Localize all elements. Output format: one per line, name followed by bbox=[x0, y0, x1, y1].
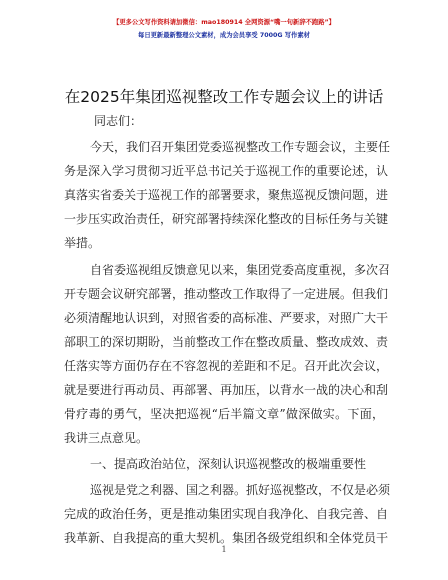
salutation: 同志们： bbox=[94, 114, 143, 128]
body-line: 今天，我们召开集团党委巡视整改工作专题会议，主要任 bbox=[90, 140, 391, 154]
section-heading: 一、提高政治站位，深刻认识巡视整改的极端重要性 bbox=[90, 457, 367, 471]
body-line: 骨疗毒的勇气，坚决把巡视“后半篇文章”做深做实。下面， bbox=[64, 407, 384, 421]
body-line: 巡视是党之利器、国之利器。抓好巡视整改，不仅是必须 bbox=[90, 483, 391, 497]
body-line: 开专题会议研究部署，推动整改工作取得了一定进展。但我们 bbox=[64, 287, 389, 301]
body-line: 就是要进行再动员、再部署、再加压，以背水一战的决心和刮 bbox=[64, 383, 389, 397]
promo-banner-line-2: 每日更新最新整理公文素材，成为会员享受 7000G 写作素材 bbox=[138, 32, 310, 39]
body-line: 完成的政治任务，更是推动集团实现自我净化、自我完善、自 bbox=[64, 507, 389, 521]
page-number: 1 bbox=[221, 545, 227, 554]
body-line: 举措。 bbox=[64, 236, 101, 250]
body-line: 我革新、自我提高的重大契机。集团各级党组织和全体党员干 bbox=[64, 531, 389, 545]
document-title: 在2025年集团巡视整改工作专题会议上的讲话 bbox=[64, 88, 384, 106]
body-line: 任落实等方面仍存在不容忽视的差距和不足。召开此次会议， bbox=[64, 359, 389, 373]
body-line: 一步压实政治责任，研究部署持续深化整改的目标任务与关键 bbox=[64, 212, 389, 226]
body-line: 真落实省委关于巡视工作的部署要求，聚焦巡视反馈问题，进 bbox=[64, 188, 389, 202]
body-line: 我讲三点意见。 bbox=[64, 431, 149, 445]
body-line: 务是深入学习贯彻习近平总书记关于巡视工作的重要论述，认 bbox=[64, 164, 389, 178]
body-line: 必须清醒地认识到，对照省委的高标准、严要求，对照广大干 bbox=[64, 311, 389, 325]
body-line: 部职工的深切期盼，当前整改工作在整改质量、整改成效、责 bbox=[64, 335, 389, 349]
promo-banner-line-1: 【更多公文写作资料请加微信：mao180914 全网资源“嘴一句新辞不跑路”】 bbox=[113, 19, 335, 26]
body-line: 自省委巡视组反馈意见以来，集团党委高度重视，多次召 bbox=[90, 263, 391, 277]
